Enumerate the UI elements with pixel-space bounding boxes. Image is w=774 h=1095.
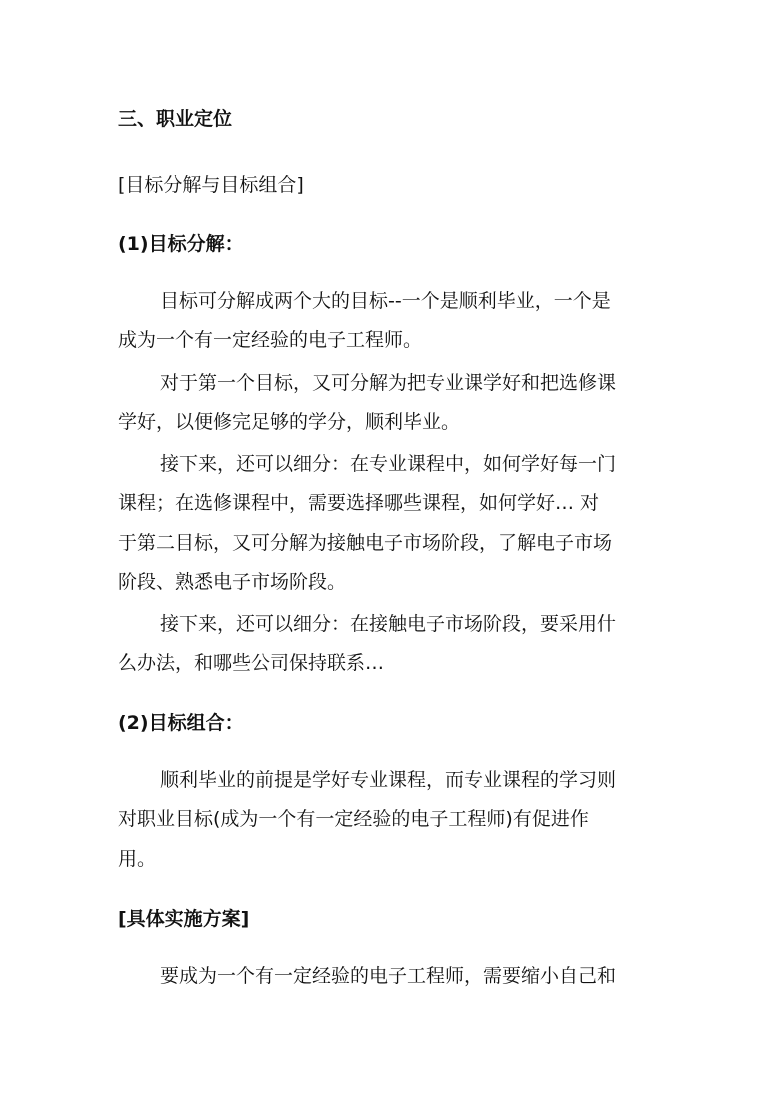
subheading-goal-decomposition: (1)目标分解： xyxy=(118,233,244,255)
paragraph-line: 要成为一个有一定经验的电子工程师，需要缩小自己和 xyxy=(160,965,617,987)
heading-implementation-plan: [具体实施方案] xyxy=(118,908,250,930)
paragraph-line: 对职业目标(成为一个有一定经验的电子工程师)有促进作 xyxy=(118,808,589,830)
subheading-goal-combination: (2)目标组合： xyxy=(118,712,244,734)
paragraph-line: 课程；在选修课程中，需要选择哪些课程，如何学好… 对 xyxy=(118,492,600,514)
paragraph-line: 接下来，还可以细分：在专业课程中，如何学好每一门 xyxy=(160,453,617,475)
paragraph-line: 于第二目标，又可分解为接触电子市场阶段，了解电子市场 xyxy=(118,532,613,554)
paragraph-line: 成为一个有一定经验的电子工程师。 xyxy=(118,329,423,351)
paragraph-line: 目标可分解成两个大的目标--一个是顺利毕业，一个是 xyxy=(160,290,611,312)
paragraph-line: 对于第一个目标，又可分解为把专业课学好和把选修课 xyxy=(160,372,617,394)
heading-goal-decomposition: [目标分解与目标组合] xyxy=(118,174,304,196)
paragraph-line: 接下来，还可以细分：在接触电子市场阶段，要采用什 xyxy=(160,613,617,635)
section-title: 三、职业定位 xyxy=(118,108,233,130)
paragraph-line: 阶段、熟悉电子市场阶段。 xyxy=(118,571,347,593)
paragraph-line: 么办法，和哪些公司保持联系… xyxy=(118,652,385,674)
paragraph-line: 顺利毕业的前提是学好专业课程，而专业课程的学习则 xyxy=(160,769,617,791)
paragraph-line: 用。 xyxy=(118,848,157,870)
paragraph-line: 学好，以便修完足够的学分，顺利毕业。 xyxy=(118,411,461,433)
